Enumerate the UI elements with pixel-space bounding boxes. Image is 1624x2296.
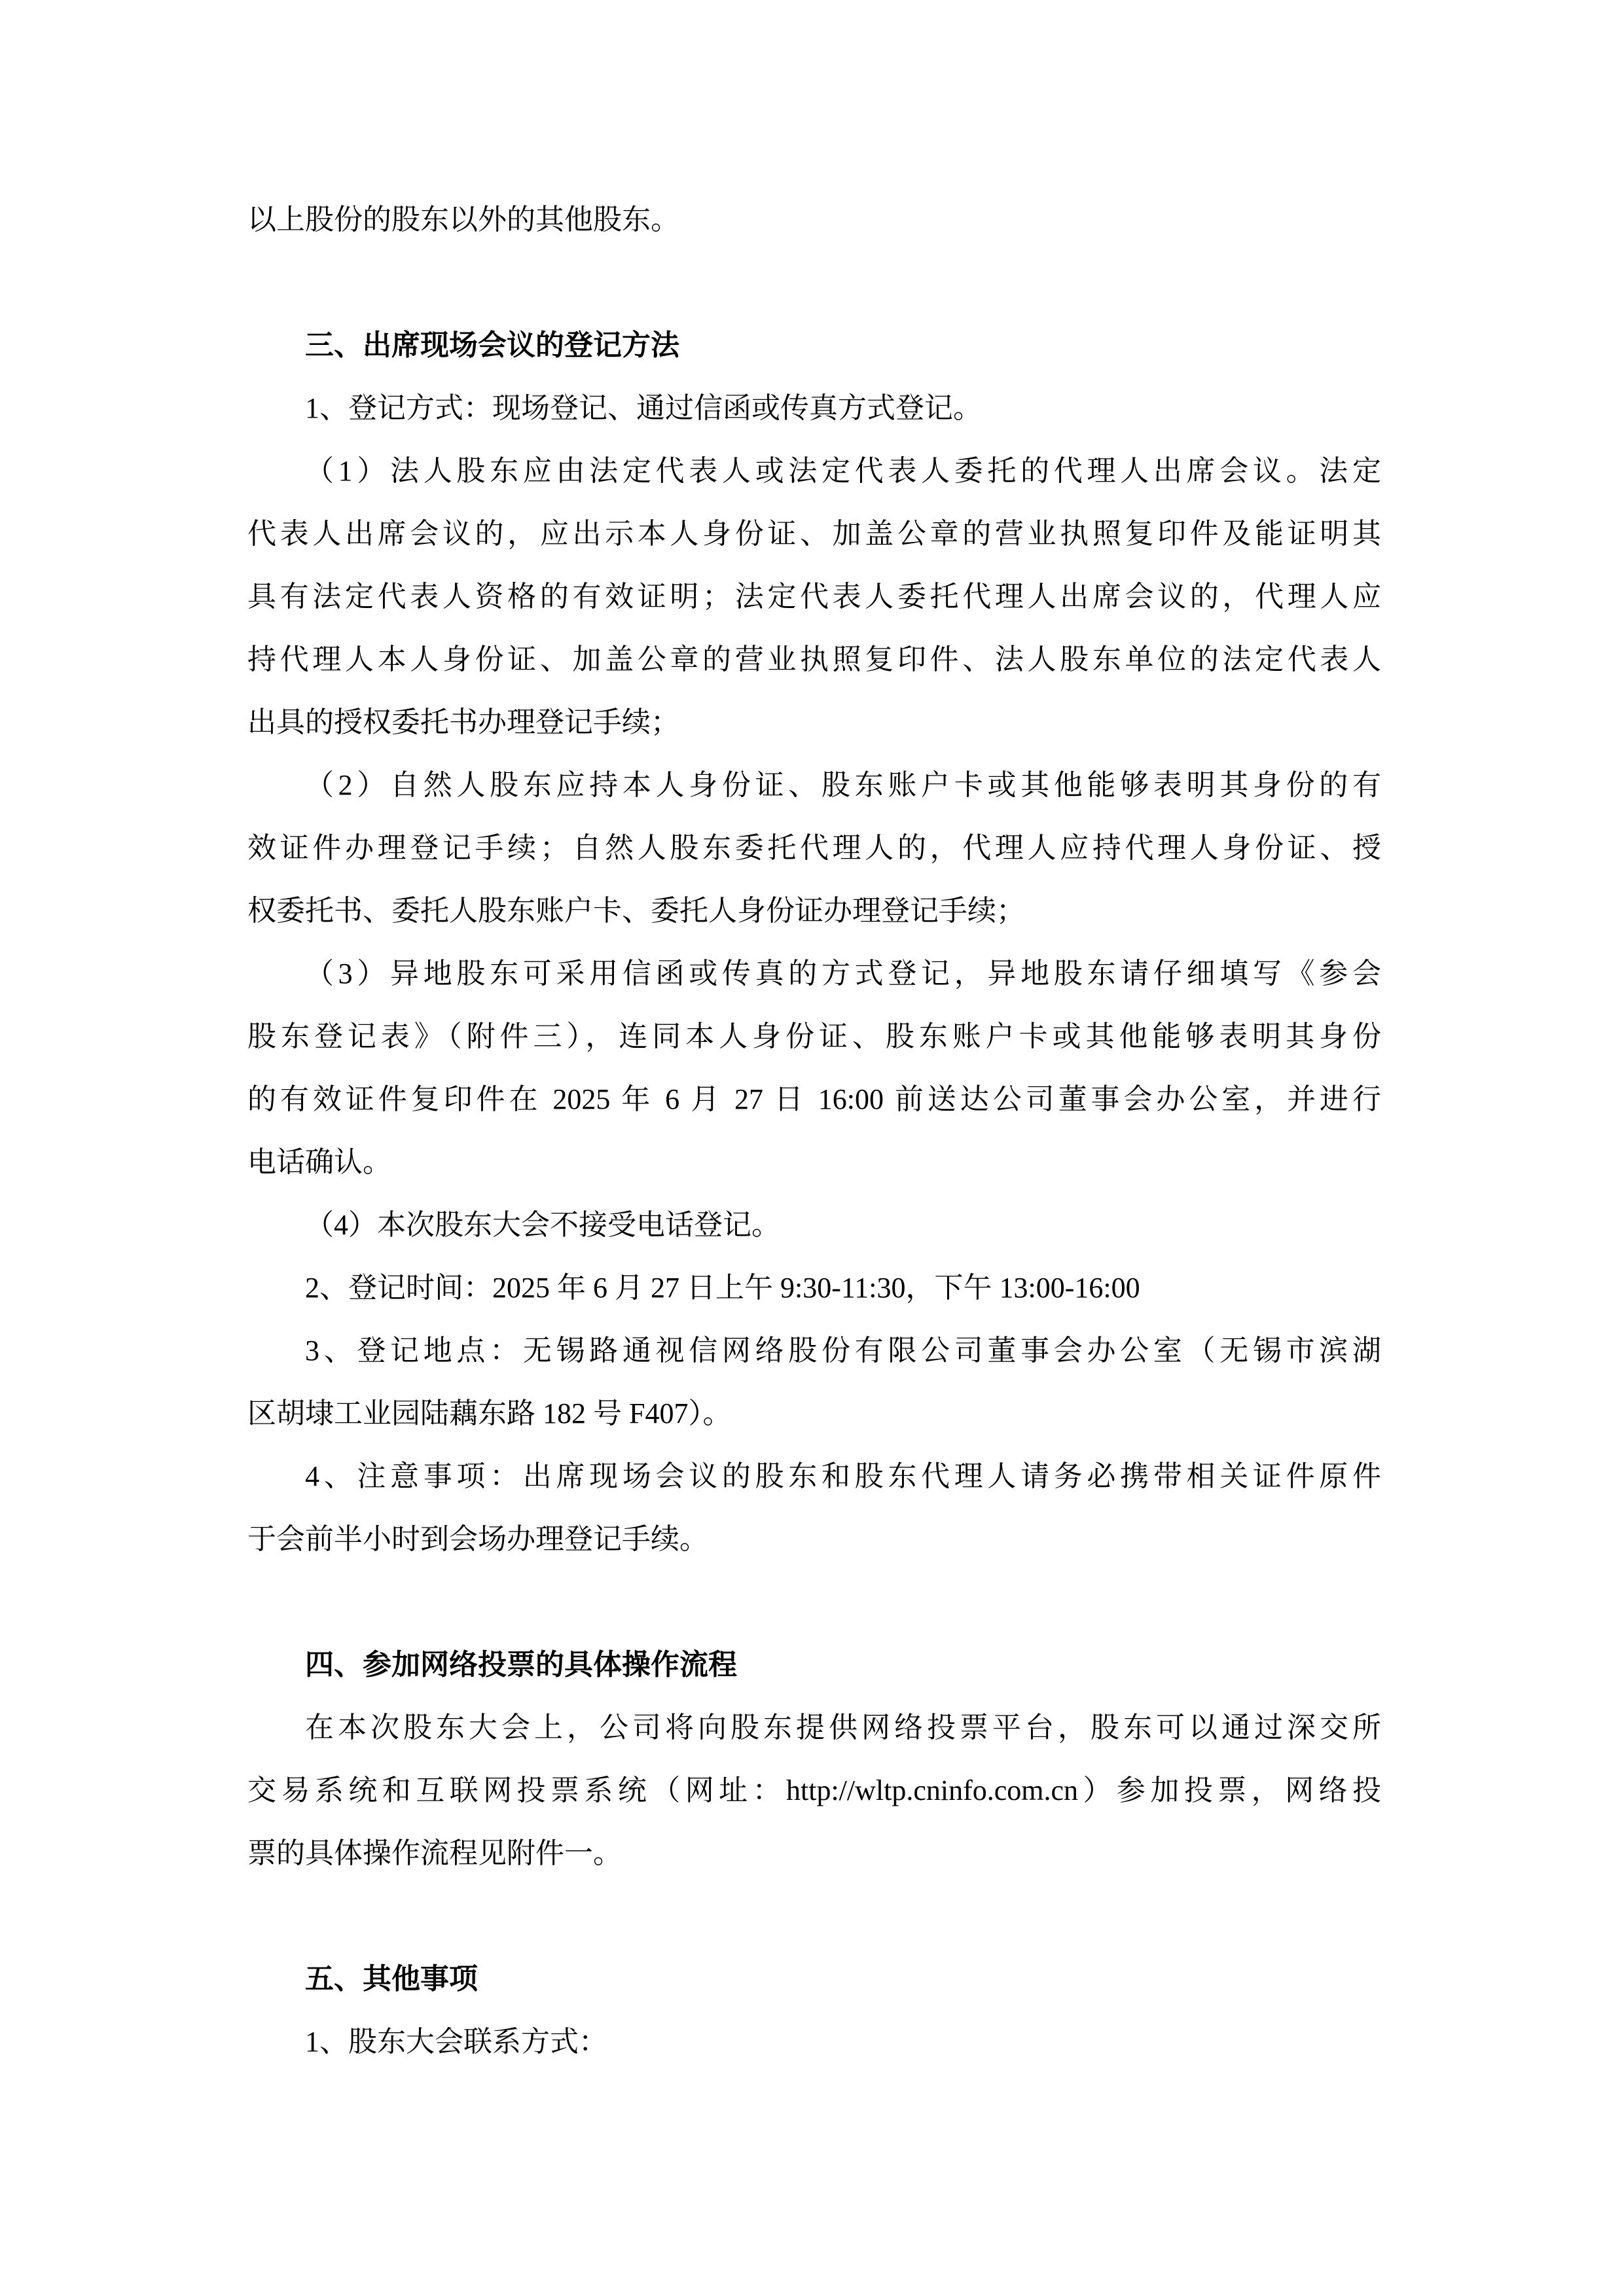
text-line: 2、登记时间：2025 年 6 月 27 日上午 9:30-11:30，下午 13:00-16:00 [305,1272,1140,1304]
blank-line [247,1571,1381,1634]
text-line: 股东登记表》（附件三），连同本人身份证、股东账户卡或其他能够表明其身份 [247,1020,1381,1052]
blank-line [247,251,1381,314]
text-line: 于会前半小时到会场办理登记手续。 [247,1523,708,1555]
text-line: 1、登记方式：现场登记、通过信函或传真方式登记。 [305,392,982,424]
text-line: 持代理人本人身份证、加盖公章的营业执照复印件、法人股东单位的法定代表人 [247,643,1381,675]
text-line: 电话确认。 [247,1146,391,1178]
text-line: （1）法人股东应由法定代表人或法定代表人委托的代理人出席会议。法定 [305,455,1381,487]
text-line: 3、登记地点：无锡路通视信网络股份有限公司董事会办公室（无锡市滨湖 [305,1335,1381,1367]
text-line: 区胡埭工业园陆藕东路 182 号 F407）。 [247,1397,732,1429]
text-line: （3）异地股东可采用信函或传真的方式登记，异地股东请仔细填写《参会 [305,958,1381,990]
text-line: 交易系统和互联网投票系统（网址：http://wltp.cninfo.com.cn）参加投票，网络投 [247,1774,1381,1806]
text-line: （4）本次股东大会不接受电话登记。 [305,1209,780,1241]
text-line: 票的具体操作流程见附件一。 [247,1837,622,1869]
text-line: 以上股份的股东以外的其他股东。 [247,204,679,236]
text-line: 权委托书、委托人股东账户卡、委托人身份证办理登记手续； [247,895,1025,927]
text-line: 出具的授权委托书办理登记手续； [247,706,679,738]
section-heading: 四、参加网络投票的具体操作流程 [305,1649,737,1681]
text-line: 代表人出席会议的，应出示本人身份证、加盖公章的营业执照复印件及能证明其 [247,518,1381,550]
text-line: 1、股东大会联系方式： [305,2026,607,2058]
blank-line [247,1885,1381,1948]
text-line: 的有效证件复印件在 2025 年 6 月 27 日 16:00 前送达公司董事会办公室，并进行 [247,1083,1381,1115]
text-line: （2）自然人股东应持本人身份证、股东账户卡或其他能够表明其身份的有 [305,769,1381,801]
document-content [247,188,1381,2073]
text-line: 4、注意事项：出席现场会议的股东和股东代理人请务必携带相关证件原件 [305,1460,1381,1492]
section-heading: 五、其他事项 [305,1963,478,1995]
text-line: 效证件办理登记手续；自然人股东委托代理人的，代理人应持代理人身份证、授 [247,832,1381,864]
text-line: 具有法定代表人资格的有效证明；法定代表人委托代理人出席会议的，代理人应 [247,581,1381,613]
section-heading: 三、出席现场会议的登记方法 [305,329,679,361]
text-line: 在本次股东大会上，公司将向股东提供网络投票平台，股东可以通过深交所 [305,1712,1381,1744]
